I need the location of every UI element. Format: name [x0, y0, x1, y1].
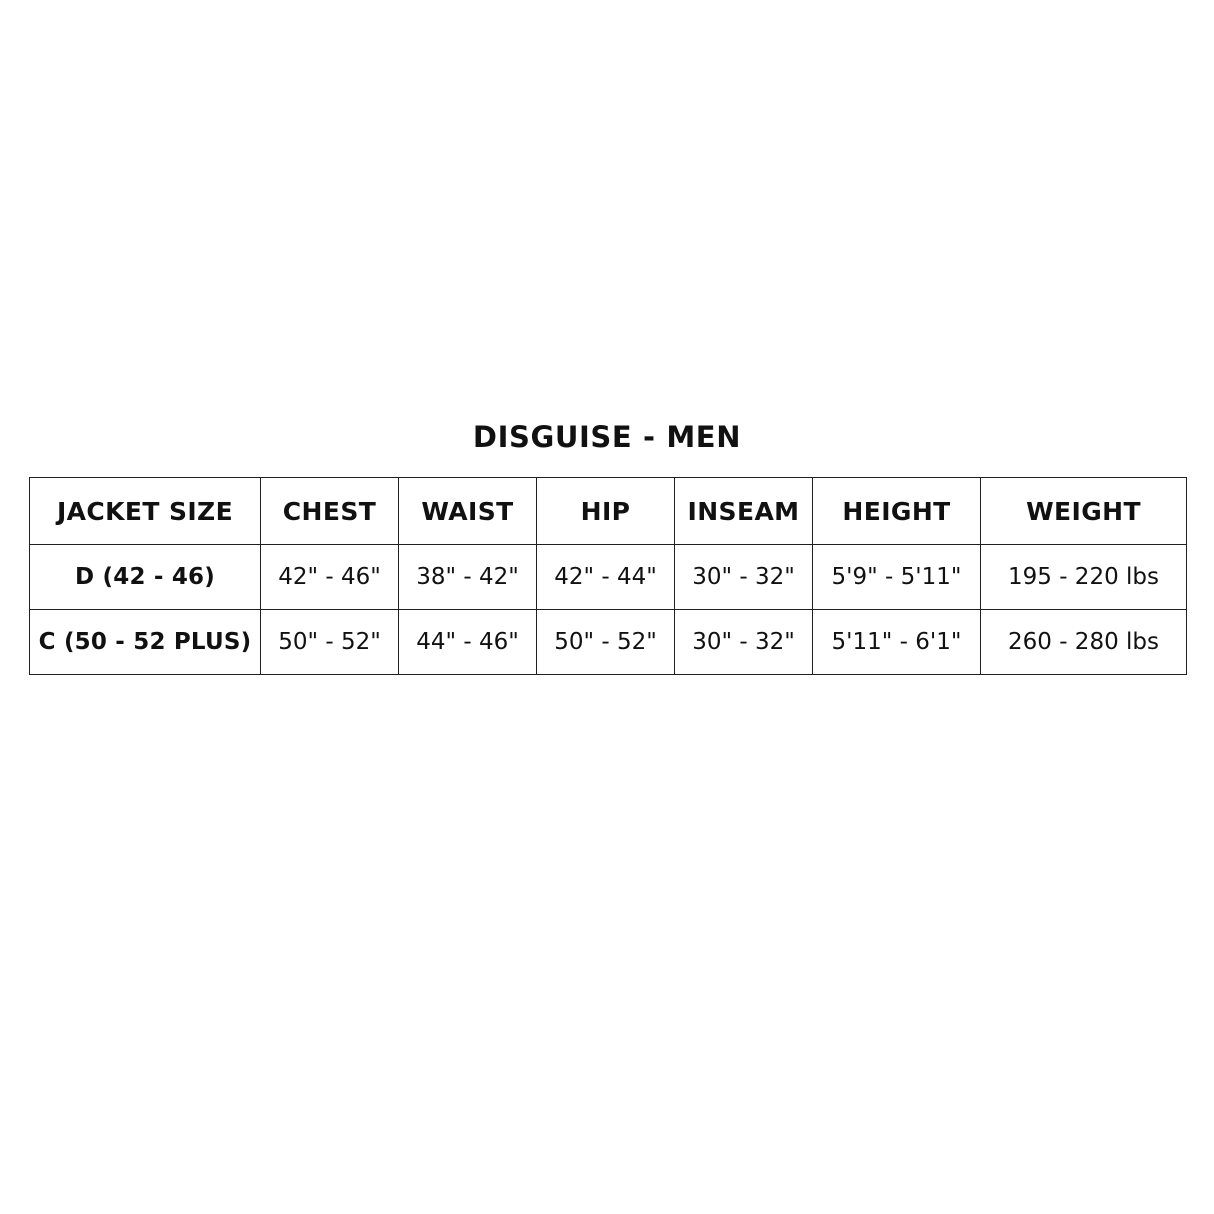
cell-jacket-size: C (50 - 52 PLUS) [30, 610, 261, 675]
cell-hip: 50" - 52" [537, 610, 675, 675]
column-header-jacket-size: JACKET SIZE [30, 478, 261, 545]
table-header [30, 478, 1187, 545]
table-row [30, 610, 1187, 675]
column-header-height: HEIGHT [813, 478, 981, 545]
cell-weight: 260 - 280 lbs [981, 610, 1187, 675]
table-header-row [30, 478, 1187, 545]
cell-waist: 44" - 46" [399, 610, 537, 675]
page-title: DISGUISE - MEN [472, 420, 742, 454]
column-header-inseam: INSEAM [675, 478, 813, 545]
cell-inseam: 30" - 32" [675, 545, 813, 610]
cell-weight: 195 - 220 lbs [981, 545, 1187, 610]
size-chart-container [29, 477, 1186, 675]
column-header-hip: HIP [537, 478, 675, 545]
table-body [30, 545, 1187, 675]
column-header-weight: WEIGHT [981, 478, 1187, 545]
size-chart-table [29, 477, 1187, 675]
table-row [30, 545, 1187, 610]
cell-waist: 38" - 42" [399, 545, 537, 610]
cell-hip: 42" - 44" [537, 545, 675, 610]
cell-inseam: 30" - 32" [675, 610, 813, 675]
cell-jacket-size: D (42 - 46) [30, 545, 261, 610]
cell-height: 5'11" - 6'1" [813, 610, 981, 675]
cell-height: 5'9" - 5'11" [813, 545, 981, 610]
column-header-chest: CHEST [261, 478, 399, 545]
column-header-waist: WAIST [399, 478, 537, 545]
cell-chest: 42" - 46" [261, 545, 399, 610]
cell-chest: 50" - 52" [261, 610, 399, 675]
